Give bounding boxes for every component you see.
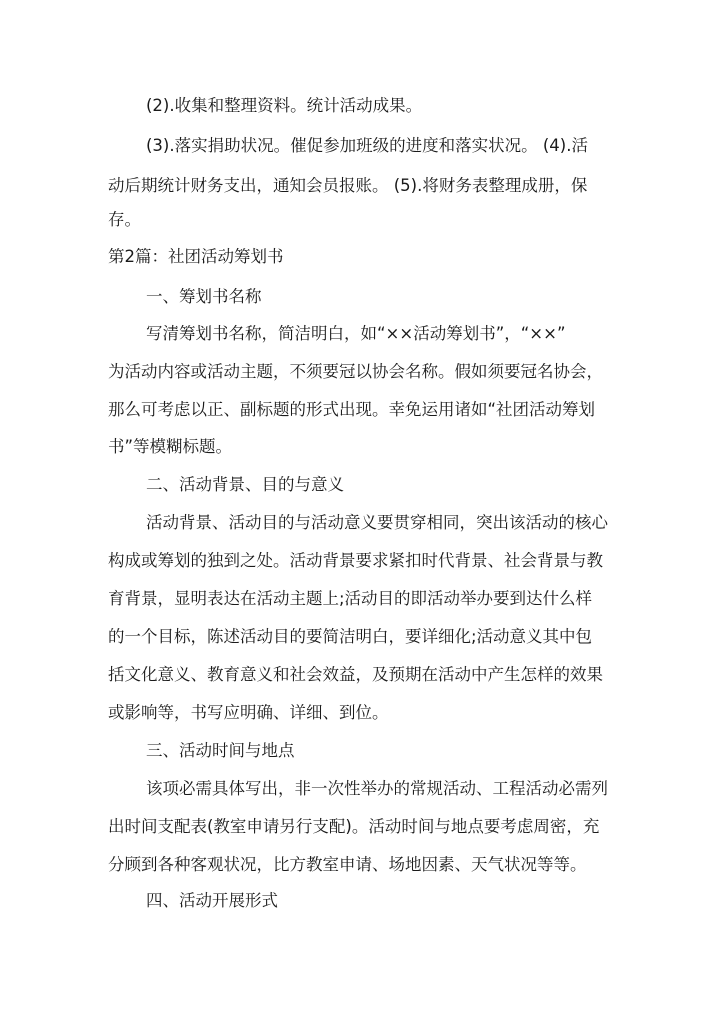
text-line: 该项必需具体写出，非一次性举办的常规活动、工程活动必需列	[146, 779, 608, 798]
text-line: 括文化意义、教育意义和社会效益，及预期在活动中产生怎样的效果	[108, 665, 603, 684]
heading: 三、活动时间与地点	[146, 741, 295, 760]
heading: 四、活动开展形式	[146, 891, 278, 910]
text-line: 的一个目标，陈述活动目的要简洁明白，要详细化;活动意义其中包	[108, 627, 593, 646]
heading: 一、筹划书名称	[146, 287, 262, 306]
text-line: 育背景，显明表达在活动主题上;活动目的即活动举办要到达什么样	[108, 589, 593, 608]
text-line: 为活动内容或活动主题，不须要冠以协会名称。假如须要冠名协会，	[108, 362, 603, 381]
text-line: 活动背景、活动目的与活动意义要贯穿相同，突出该活动的核心	[146, 513, 608, 532]
text-line: 动后期统计财务支出，通知会员报账。 (5).将财务表整理成册，保	[108, 176, 588, 195]
text-line: (2).收集和整理资料。统计活动成果。	[146, 96, 423, 115]
text-line: 或影响等，书写应明确、详细、到位。	[108, 703, 389, 722]
text-line: 那么可考虑以正、副标题的形式出现。幸免运用诸如“社团活动筹划	[108, 400, 596, 419]
text-line: 构成或筹划的独到之处。活动背景要求紧扣时代背景、社会背景与教	[108, 551, 603, 570]
text-line: 存。	[108, 210, 141, 229]
text-line: 写清筹划书名称，简洁明白，如“××活动筹划书”，“××”	[146, 324, 566, 343]
heading: 二、活动背景、目的与意义	[146, 475, 344, 494]
text-line: 出时间支配表(教室申请另行支配)。活动时间与地点要考虑周密，充	[108, 817, 600, 836]
section-title: 第2篇：社团活动筹划书	[108, 247, 284, 266]
text-line: 分顾到各种客观状况，比方教室申请、场地因素、天气状况等等。	[108, 855, 587, 874]
text-line: (3).落实捐助状况。催促参加班级的进度和落实状况。 (4).活	[146, 136, 588, 155]
text-line: 书”等模糊标题。	[108, 437, 233, 456]
